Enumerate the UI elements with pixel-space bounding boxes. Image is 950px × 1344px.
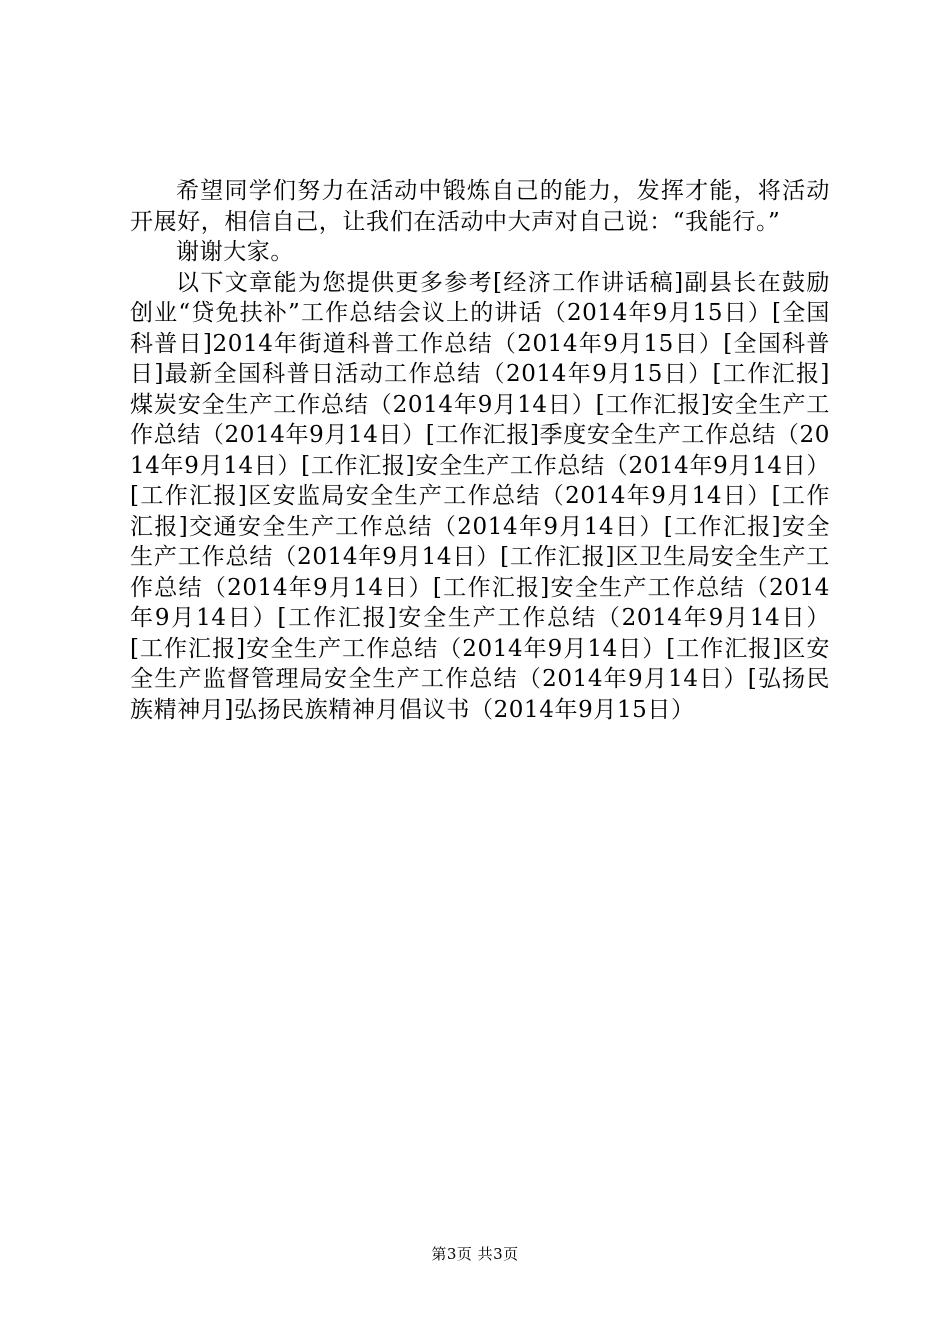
paragraph-thanks: 谢谢大家。 [176,239,294,265]
paragraph-encouragement: 希望同学们努力在活动中锻炼自己的能力，发挥才能，将活动开展好，相信自己，让我们在活动中大声对自己说：“我能行。” [130,178,830,235]
page-footer: 第3页 共3页 [431,1245,519,1263]
document-body [130,176,830,725]
paragraph-references: 以下文章能为您提供更多参考[经济工作讲话稿]副县长在鼓励创业“贷免扶补”工作总结会议上的讲话（2014年9月15日）[全国科普日]2014年街道科普工作总结（2014年9月15日）[全国科普日]最新全国科普日活动工作总结（2014年9月15日）[工作汇报]煤炭安全生产工作总结（2014年9月14日）[工作汇报]安全生产工作总结（2014年9月14日）[工作汇报]季度安全生产工作总结（2014年9月14日）[工作汇报]安全生产工作总结（2014年9月14日）[工作汇报]区安监局安全生产工作总结（2014年9月14日）[工作汇报]交通安全生产工作总结（2014年9月14日）[工作汇报]安全生产工作总结（2014年9月14日）[工作汇报]区卫生局安全生产工作总结（2014年9月14日）[工作汇报]安全生产工作总结（2014年9月14日）[工作汇报]安全生产工作总结（2014年9月14日）[工作汇报]安全生产工作总结（2014年9月14日）[工作汇报]区安全生产监督管理局安全生产工作总结（2014年9月14日）[弘扬民族精神月]弘扬民族精神月倡议书（2014年9月15日） [130,269,830,723]
